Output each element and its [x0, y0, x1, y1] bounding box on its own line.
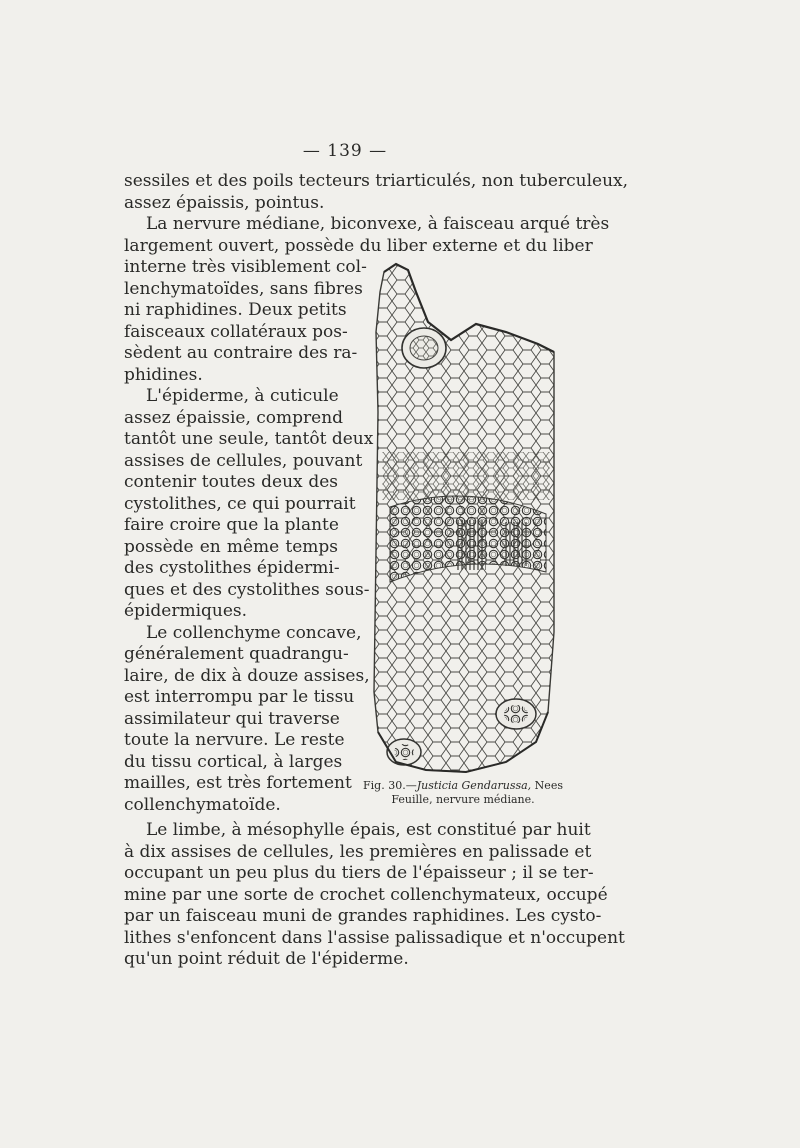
- text-line: des cystolithes épidermi-: [124, 558, 340, 578]
- text-line: ni raphidines. Deux petits: [124, 300, 347, 320]
- text-line: collenchymatoïde.: [124, 795, 281, 815]
- text-line: Le collenchyme concave,: [146, 623, 362, 643]
- text-line: L'épiderme, à cuticule: [146, 386, 339, 406]
- figure-illustration: [356, 252, 568, 782]
- text-line: généralement quadrangu-: [124, 644, 349, 664]
- figure-number: Fig. 30.—: [363, 779, 417, 792]
- text-line: qu'un point réduit de l'épiderme.: [124, 949, 409, 969]
- text-line: possède en même temps: [124, 537, 338, 557]
- text-line: contenir toutes deux des: [124, 472, 338, 492]
- text-line: assimilateur qui traverse: [124, 709, 340, 729]
- text-line: phidines.: [124, 365, 203, 385]
- figure-subtitle: Feuille, nervure médiane.: [391, 793, 535, 806]
- page-number: — 139 —: [302, 141, 388, 161]
- text-line: assez épaissie, comprend: [124, 408, 344, 428]
- text-line: lenchymatoïdes, sans fibres: [124, 279, 363, 299]
- text-line: épidermiques.: [124, 601, 248, 621]
- text-line: largement ouvert, possède du liber externe et du liber: [124, 236, 593, 256]
- text-line: laire, de dix à douze assises,: [124, 666, 370, 686]
- text-line: est interrompu par le tissu: [124, 687, 355, 707]
- text-line: cystolithes, ce qui pourrait: [124, 494, 356, 514]
- text-line: mailles, est très fortement: [124, 773, 352, 793]
- text-line: faisceaux collatéraux pos-: [124, 322, 348, 342]
- text-line: tantôt une seule, tantôt deux: [124, 429, 374, 449]
- text-line: interne très visiblement col-: [124, 257, 367, 277]
- text-line: La nervure médiane, biconvexe, à faisceau arqué très: [146, 214, 610, 234]
- text-line: à dix assises de cellules, les premières en palissade et: [124, 842, 592, 862]
- figure-species: Justicia Gendarussa,: [416, 779, 532, 792]
- text-line: faire croire que la plante: [124, 515, 339, 535]
- text-line: Le limbe, à mésophylle épais, est constitué par huit: [146, 820, 591, 840]
- text-line: sèdent au contraire des ra-: [124, 343, 358, 363]
- text-line: occupant un peu plus du tiers de l'épaisseur ; il se ter-: [124, 863, 594, 883]
- figure-caption: [356, 779, 570, 793]
- text-line: assez épaissis, pointus.: [124, 193, 325, 213]
- text-line: assises de cellules, pouvant: [124, 451, 363, 471]
- leaf-cross-section-drawing: [356, 252, 568, 782]
- figure-author: Nees: [531, 779, 563, 792]
- text-line: mine par une sorte de crochet collenchymateux, occupé: [124, 885, 608, 905]
- text-line: du tissu cortical, à larges: [124, 752, 343, 772]
- text-line: par un faisceau muni de grandes raphidines. Les cysto-: [124, 906, 602, 926]
- text-line: toute la nervure. Le reste: [124, 730, 345, 750]
- text-line: sessiles et des poils tecteurs triarticulés, non tuberculeux,: [124, 171, 629, 191]
- text-line: ques et des cystolithes sous-: [124, 580, 370, 600]
- text-line: lithes s'enfoncent dans l'assise palissadique et n'occupent: [124, 928, 625, 948]
